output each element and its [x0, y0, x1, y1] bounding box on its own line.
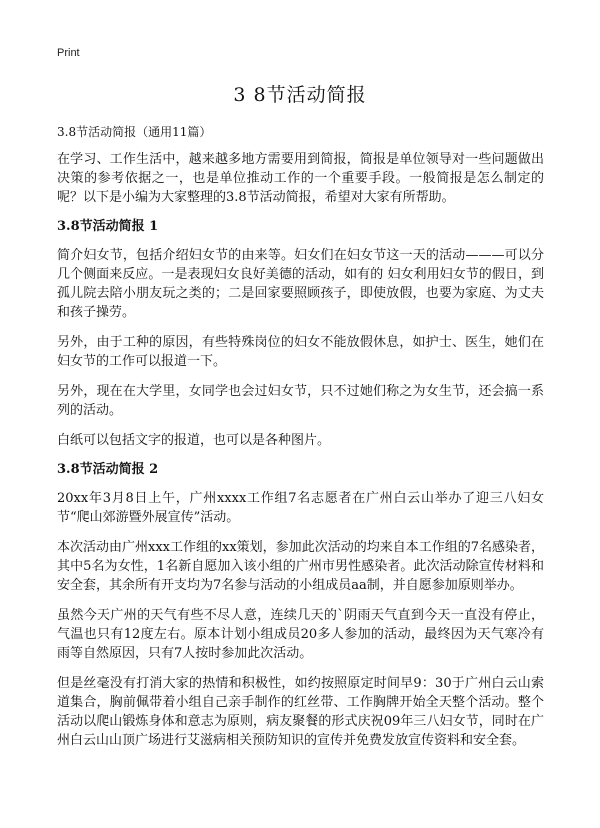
document-body — [57, 124, 544, 761]
paragraph: 白纸可以包括文字的报道，也可以是各种图片。 — [57, 433, 331, 448]
paragraph: 虽然今天广州的天气有些不尽人意，连续几天的`阴雨天气直到今天一直没有停止，气温也只有12度左右。原本计划小组成员20多人参加的活动，最终因为天气寒冷有雨等自然原因，只有7人按时参加此次活动。 — [57, 608, 544, 661]
document-title: 3 8节活动简报 — [233, 84, 367, 106]
section-heading: 3.8节活动简报 2 — [57, 462, 159, 477]
print-label: Print — [57, 47, 80, 59]
intro-paragraph: 在学习、工作生活中，越来越多地方需要用到简报，简报是单位领导对一些问题做出决策的参考依据之一，也是单位推动工作的一个重要手段。一般简报是怎么制定的呢？以下是小编为大家整理的3.8节活动简报，希望对大家有所帮助。 — [57, 152, 544, 205]
paragraph: 本次活动由广州xxx工作组的xx策划，参加此次活动的均来自本工作组的7名感染者，其中5名为女性，1名新自愿加入该小组的广州市男性感染者。此次活动除宣传材料和安全套，其余所有开支均为7名参与活动的小组成员aa制，并自愿参加原则举办。 — [57, 540, 544, 593]
paragraph: 简介妇女节，包括介绍妇女节的由来等。妇女们在妇女节这一天的活动———可以分几个侧面来反应。一是表现妇女良好美德的活动，如有的 妇女利用妇女节的假日，到孤儿院去陪小朋友玩之类的；二是回家要照顾孩子，即使放假，也要为家庭、为丈夫和孩子操劳。 — [57, 248, 544, 320]
paragraph: 20xx年3月8日上午，广州xxxx工作组7名志愿者在广州白云山举办了迎三八妇女节“爬山郊游暨外展宣传”活动。 — [57, 491, 544, 525]
paragraph: 另外，现在在大学里，女同学也会过妇女节，只不过她们称之为女生节，还会搞一系列的活动。 — [57, 384, 544, 418]
paragraph: 另外，由于工种的原因，有些特殊岗位的妇女不能放假休息，如护士、医生，她们在妇女节的工作可以报道一下。 — [57, 335, 544, 369]
paragraph: 但是丝毫没有打消大家的热情和积极性，如约按照原定时间早9：30于广州白云山索道集合，胸前佩带着小组自己亲手制作的红丝带、工作胸牌开始全天整个活动。整个活动以爬山锻炼身体和意志为原则，病友聚餐的形式庆祝09年三八妇女节，同时在广州白云山山顶广场进行艾滋病相关预防知识的宣传并免费发放宣传资料和安全套。 — [57, 676, 544, 748]
section-1 — [57, 218, 544, 450]
document-subtitle: 3.8节活动简报（通用11篇） — [57, 125, 212, 139]
section-heading: 3.8节活动简报 1 — [57, 219, 159, 234]
section-2 — [57, 461, 544, 750]
